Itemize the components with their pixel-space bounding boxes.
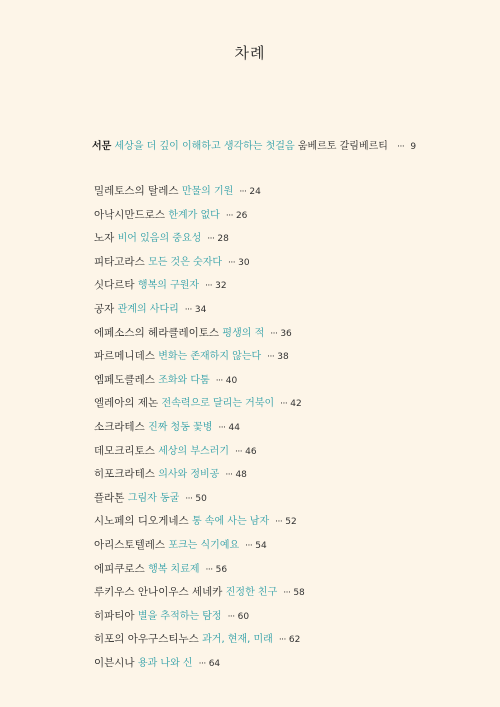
page-number: 26 — [235, 210, 248, 221]
leader-dots: ··· — [280, 399, 288, 410]
leader-dots: ··· — [245, 540, 253, 551]
philosopher-name: 피타고라스 — [94, 255, 145, 268]
toc-entry[interactable] — [94, 231, 474, 255]
page-number: 52 — [285, 517, 297, 528]
philosopher-name: 싯다르타 — [94, 279, 135, 292]
page-number: 54 — [255, 540, 267, 551]
leader-dots: ··· — [270, 328, 278, 339]
philosopher-name: 에피쿠로스 — [94, 562, 145, 575]
table-of-contents — [94, 184, 474, 679]
philosopher-name: 아낙시만드로스 — [94, 208, 166, 221]
leader-dots: ··· — [198, 658, 206, 669]
leader-dots: ··· — [227, 611, 235, 622]
page-number: 30 — [238, 257, 250, 268]
toc-entry[interactable] — [94, 656, 474, 680]
toc-entry[interactable] — [94, 514, 474, 538]
chapter-title: 포크는 식기예요 — [168, 539, 240, 551]
page-number: 36 — [280, 328, 292, 339]
philosopher-name: 밀레토스의 탈레스 — [94, 185, 179, 197]
preface-entry[interactable] — [92, 140, 462, 154]
toc-entry[interactable] — [94, 208, 474, 232]
preface-label: 서문 — [92, 141, 112, 152]
chapter-title: 한계가 없다 — [168, 209, 220, 221]
toc-entry[interactable] — [94, 326, 474, 350]
philosopher-name: 히파티아 — [94, 609, 135, 622]
toc-entry[interactable] — [94, 255, 474, 279]
leader-dots: ··· — [205, 564, 213, 575]
philosopher-name: 노자 — [94, 232, 115, 245]
leader-dots: ··· — [267, 352, 275, 363]
chapter-title: 별을 추적하는 탐정 — [137, 610, 222, 622]
toc-entry[interactable] — [94, 467, 474, 491]
page-title: 차례 — [234, 44, 266, 62]
page-number: 46 — [245, 446, 257, 457]
philosopher-name: 플라톤 — [94, 491, 125, 504]
chapter-title: 비어 있음의 중요성 — [117, 233, 202, 245]
preface-page-number: 9 — [410, 142, 417, 152]
page-number: 34 — [194, 304, 207, 315]
toc-entry[interactable] — [94, 585, 474, 609]
chapter-title: 진정한 친구 — [225, 587, 278, 599]
page-number: 44 — [228, 422, 240, 433]
page-number: 28 — [217, 234, 229, 245]
leader-dots: ··· — [275, 517, 283, 528]
chapter-title: 전속력으로 달리는 거북이 — [161, 398, 275, 410]
chapter-title: 세상의 부스러기 — [158, 445, 230, 457]
page-number: 42 — [290, 399, 302, 410]
philosopher-name: 엘레아의 제논 — [94, 397, 159, 410]
toc-entry[interactable] — [94, 420, 474, 444]
chapter-title: 진짜 청동 꽃병 — [148, 421, 213, 433]
toc-entry[interactable] — [94, 278, 474, 302]
preface-author: 움베르토 갈림베르티 — [297, 141, 388, 152]
philosopher-name: 루키우스 안나이우스 세네카 — [94, 586, 223, 599]
leader-dots: ··· — [239, 187, 247, 197]
preface-dots: ··· — [397, 142, 405, 152]
philosopher-name: 엠페도클레스 — [94, 373, 155, 386]
toc-entry[interactable] — [94, 609, 474, 633]
toc-entry[interactable] — [94, 538, 474, 562]
page-number: 62 — [288, 635, 301, 646]
leader-dots: ··· — [184, 304, 192, 315]
toc-entry[interactable] — [94, 373, 474, 397]
chapter-title: 행복 치료제 — [148, 563, 200, 575]
leader-dots: ··· — [235, 446, 243, 457]
leader-dots: ··· — [225, 210, 233, 221]
page-number: 48 — [235, 470, 247, 481]
preface-title: 세상을 더 깊이 이해하고 생각하는 첫걸음 — [114, 141, 295, 152]
philosopher-name: 이븐시나 — [94, 656, 135, 669]
leader-dots: ··· — [218, 422, 226, 433]
toc-entry[interactable] — [94, 562, 474, 586]
chapter-title: 용과 나와 신 — [137, 657, 193, 669]
philosopher-name: 히포의 아우구스티누스 — [94, 633, 199, 646]
leader-dots: ··· — [283, 588, 291, 599]
philosopher-name: 에페소스의 헤라클레이토스 — [94, 326, 220, 339]
chapter-title: 통 속에 사는 남자 — [191, 516, 270, 528]
page-number: 60 — [237, 611, 250, 622]
philosopher-name: 공자 — [94, 302, 115, 315]
philosopher-name: 아리스토텔레스 — [94, 538, 166, 551]
leader-dots: ··· — [185, 493, 193, 504]
philosopher-name: 시노페의 디오게네스 — [94, 515, 189, 528]
chapter-title: 과거, 현재, 미래 — [202, 634, 273, 646]
leader-dots: ··· — [205, 281, 213, 292]
chapter-title: 평생의 적 — [222, 327, 265, 339]
philosopher-name: 히포크라테스 — [94, 468, 155, 481]
chapter-title: 그림자 동굴 — [127, 492, 180, 504]
chapter-title: 변화는 존재하지 않는다 — [158, 351, 262, 363]
chapter-title: 행복의 구원자 — [137, 280, 200, 292]
toc-entry[interactable] — [94, 444, 474, 468]
philosopher-name: 소크라테스 — [94, 420, 145, 433]
toc-entry[interactable] — [94, 491, 474, 515]
page-number: 56 — [215, 564, 228, 575]
page-number: 40 — [225, 375, 238, 386]
leader-dots: ··· — [225, 470, 233, 481]
chapter-title: 의사와 정비공 — [158, 469, 220, 481]
chapter-title: 관계의 사다리 — [117, 303, 179, 315]
toc-entry[interactable] — [94, 302, 474, 326]
page-number: 32 — [215, 281, 227, 292]
leader-dots: ··· — [215, 375, 223, 386]
chapter-title: 모든 것은 숫자다 — [148, 256, 223, 268]
toc-entry[interactable] — [94, 184, 474, 208]
page-number: 38 — [277, 352, 289, 363]
leader-dots: ··· — [278, 635, 286, 646]
page-number: 64 — [208, 658, 221, 669]
leader-dots: ··· — [207, 234, 215, 245]
page-number: 58 — [293, 588, 305, 599]
page-number: 24 — [249, 187, 261, 197]
page-number: 50 — [195, 493, 207, 504]
leader-dots: ··· — [228, 257, 236, 268]
philosopher-name: 파르메니데스 — [94, 350, 155, 363]
chapter-title: 조화와 다툼 — [158, 374, 210, 386]
chapter-title: 만물의 기원 — [181, 186, 234, 197]
toc-entry[interactable] — [94, 349, 474, 373]
toc-entry[interactable] — [94, 632, 474, 656]
toc-entry[interactable] — [94, 396, 474, 420]
philosopher-name: 데모크리토스 — [94, 444, 155, 457]
